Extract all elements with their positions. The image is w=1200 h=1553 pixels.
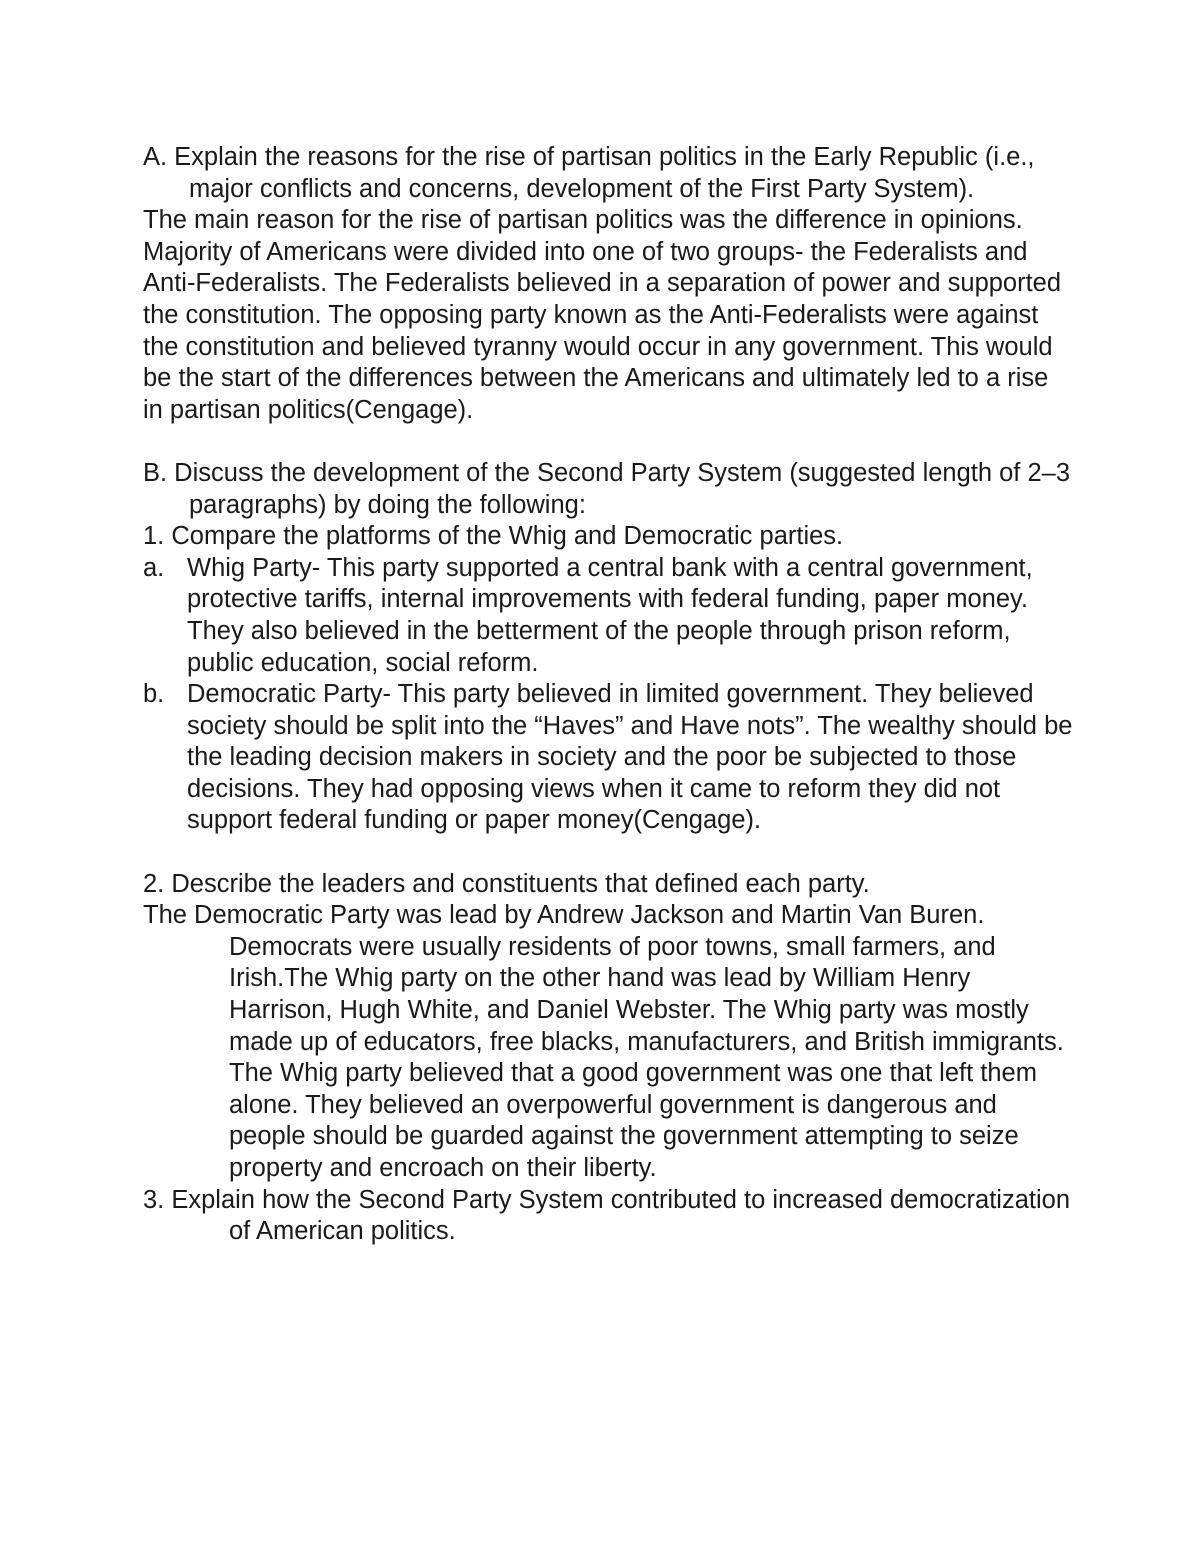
list-marker-b: b. <box>143 680 165 709</box>
blank-line <box>143 837 1073 869</box>
section-a-answer: The main reason for the rise of partisan politics was the difference in opinions. Majority of Americans were divided into one of two groups- the Federalists and Anti-Federalists. The Federalists believed in a separation of power and supported the constitution. The opposing party known as the Anti-Federalists were against the constitution and believed tyranny would occur in any government. This would be the start of the differences between the Americans and ultimately led to a rise in partisan politics(Cengage). <box>143 206 1062 424</box>
democratic-platform-text: Democratic Party- This party believed in limited government. They believed society should be split into the “Haves” and Have nots”. The wealthy should be the leading decision makers in society and the poor be subjected to those decisions. They had opposing views when it came to reform they did not support federal funding or paper money(Cengage). <box>187 680 1073 835</box>
item-2-heading: 2. Describe the leaders and constituents that defined each party. <box>143 869 870 898</box>
item-3-heading: 3. Explain how the Second Party System contributed to increased democratization of American politics. <box>143 1185 1071 1246</box>
whig-platform-text: Whig Party- This party supported a central bank with a central government, protective tariffs, internal improvements with federal funding, paper money. They also believed in the betterment of the people through prison reform, public education, social reform. <box>187 553 1033 677</box>
section-a-question: A. Explain the reasons for the rise of partisan politics in the Early Republic (i.e., major conflicts and concerns, development of the First Party System). <box>143 143 1035 203</box>
list-marker-a: a. <box>143 553 165 582</box>
section-b-question: B. Discuss the development of the Second Party System (suggested length of 2–3 paragraphs) by doing the following: <box>143 458 1071 519</box>
item-2-answer: The Democratic Party was lead by Andrew Jackson and Martin Van Buren. Democrats were usually residents of poor towns, small farmers, and Irish.The Whig party on the other hand was lead by William Henry Harrison, Hugh White, and Daniel Webster. The Whig party was mostly made up of educators, free blacks, manufacturers, and British immigrants. The Whig party believed that a good government was one that left them alone. They believed an overpowerful government is dangerous and people should be guarded against the government attempting to seize property and encroach on their liberty. <box>143 901 1064 1182</box>
blank-line <box>143 426 1073 458</box>
whig-platform-item <box>143 553 1073 679</box>
democratic-platform-item <box>143 679 1073 837</box>
item-1-heading: 1. Compare the platforms of the Whig and Democratic parties. <box>143 522 844 551</box>
document-body <box>143 142 1073 1248</box>
